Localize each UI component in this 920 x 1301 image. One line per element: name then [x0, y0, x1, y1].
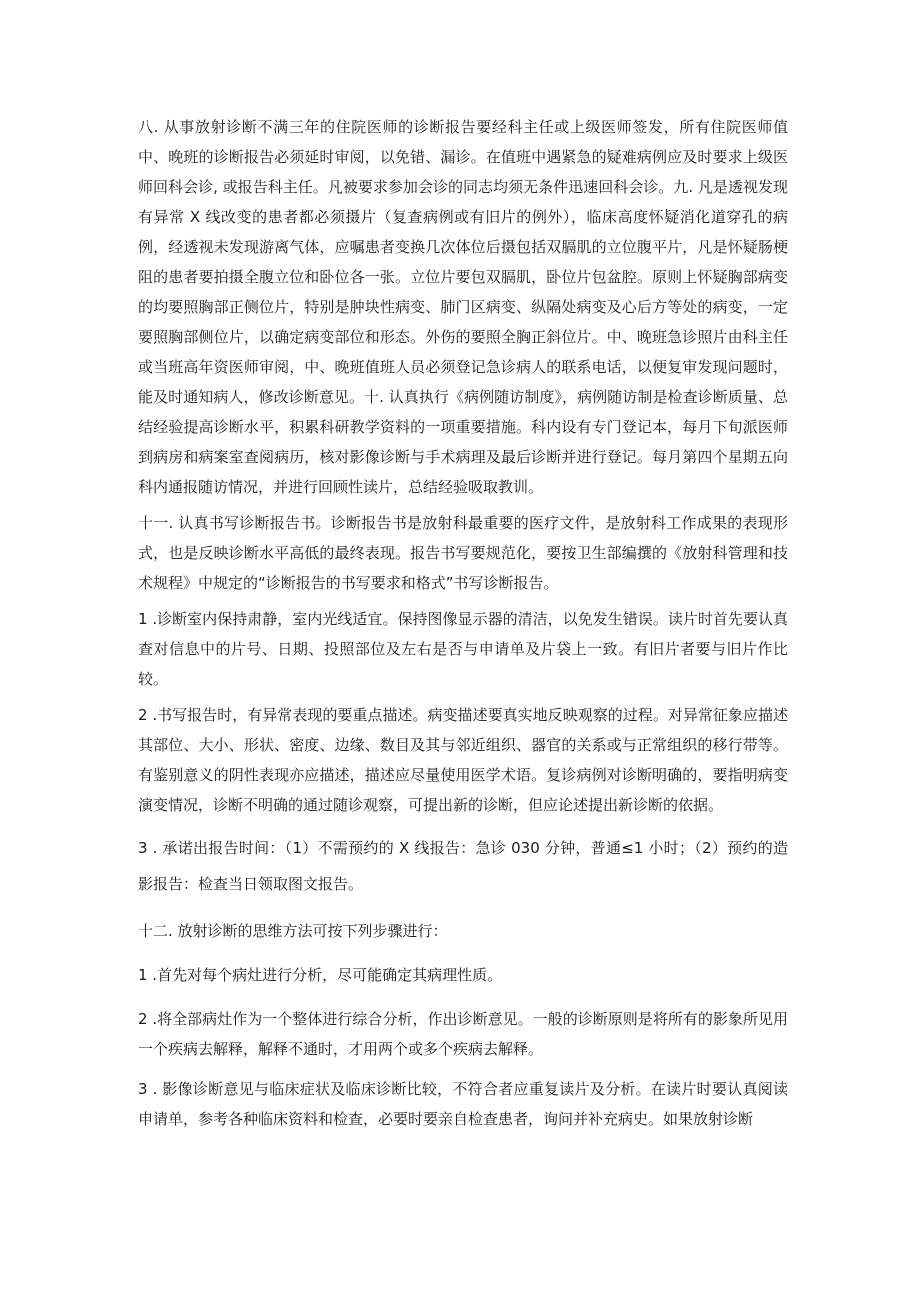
paragraph-item-11-2: 2 .书写报告时，有异常表现的要重点描述。病变描述要真实地反映观察的过程。对异常征象应描述其部位、大小、形状、密度、边缘、数目及其与邻近组织、器官的关系或与正常组织的移行带等。有鉴别意义的阴性表现亦应描述，描述应尽量使用医学术语。复诊病例对诊断明确的，要指明病变演变情况，诊断不明确的通过随诊观察，可提出新的诊断，但应论述提出新诊断的依据。 — [138, 706, 788, 814]
paragraph-item-12: 十二. 放射诊断的思维方法可按下列步骤进行： — [138, 922, 448, 940]
paragraph-item-12-3: 3 . 影像诊断意见与临床症状及临床诊断比较，不符合者应重复读片及分析。在读片时要认真阅读申请单，参考各种临床资料和检查，必要时要亲自检查患者，询问并补充病史。如果放射诊断 — [138, 1080, 788, 1128]
paragraph-item-11-1: 1 .诊断室内保持肃静，室内光线适宜。保持图像显示器的清洁，以免发生错误。读片时首先要认真查对信息中的片号、日期、投照部位及左右是否与申请单及片袋上一致。有旧片者要与旧片作比较。 — [138, 610, 788, 688]
paragraph-item-12-2: 2 .将全部病灶作为一个整体进行综合分析，作出诊断意见。一般的诊断原则是将所有的影象所见用一个疾病去解释，解释不通时，才用两个或多个疾病去解释。 — [138, 1010, 788, 1058]
paragraph-item-12-1: 1 .首先对每个病灶进行分析，尽可能确定其病理性质。 — [138, 966, 503, 984]
document-body — [138, 112, 788, 1134]
paragraph-items-8-to-10: 八. 从事放射诊断不满三年的住院医师的诊断报告要经科主任或上级医师签发，所有住院医师值中、晚班的诊断报告必须延时审阅，以免错、漏诊。在值班中遇紧急的疑难病例应及时要求上级医师回科会诊, 或报告科主任。凡被要求参加会诊的同志均须无条件迅速回科会诊。九. 凡是透视发现有异常 X 线改变的患者都必须摄片（复查病例或有旧片的例外），临床高度怀疑消化道穿孔的病例，经透视未发现游离气体，应嘱患者变换几次体位后摄包括双膈肌的立位腹平片，凡是怀疑肠梗阻的患者要拍摄全腹立位和卧位各一张。立位片要包双膈肌，卧位片包盆腔。原则上怀疑胸部病变的均要照胸部正侧位片，特别是肿块性病变、肺门区病变、纵隔处病变及心后方等处的病变，一定要照胸部侧位片，以确定病变部位和形态。外伤的要照全胸正斜位片。中、晚班急诊照片由科主任或当班高年资医师审阅，中、晚班值班人员必须登记急诊病人的联系电话，以便复审发现问题时，能及时通知病人，修改诊断意见。十. 认真执行《病例随访制度》，病例随访制是检查诊断质量、总结经验提高诊断水平，积累科研教学资料的一项重要措施。科内设有专门登记本，每月下旬派医师到病房和病案室查阅病历，核对影像诊断与手术病理及最后诊断并进行登记。每月第四个星期五向科内通报随访情况，并进行回顾性读片，总结经验吸取教训。 — [138, 118, 788, 496]
paragraph-item-11: 十一. 认真书写诊断报告书。诊断报告书是放射科最重要的医疗文件，是放射科工作成果的表现形式，也是反映诊断水平高低的最终表现。报告书写要规范化，要按卫生部编撰的《放射科管理和技术规程》中规定的“诊断报告的书写要求和格式”书写诊断报告。 — [138, 514, 788, 592]
paragraph-item-11-3: 3 . 承诺出报告时间：（1）不需预约的 X 线报告：急诊 030 分钟，普通≤1 小时；（2）预约的造影报告：检查当日领取图文报告。 — [138, 839, 788, 893]
